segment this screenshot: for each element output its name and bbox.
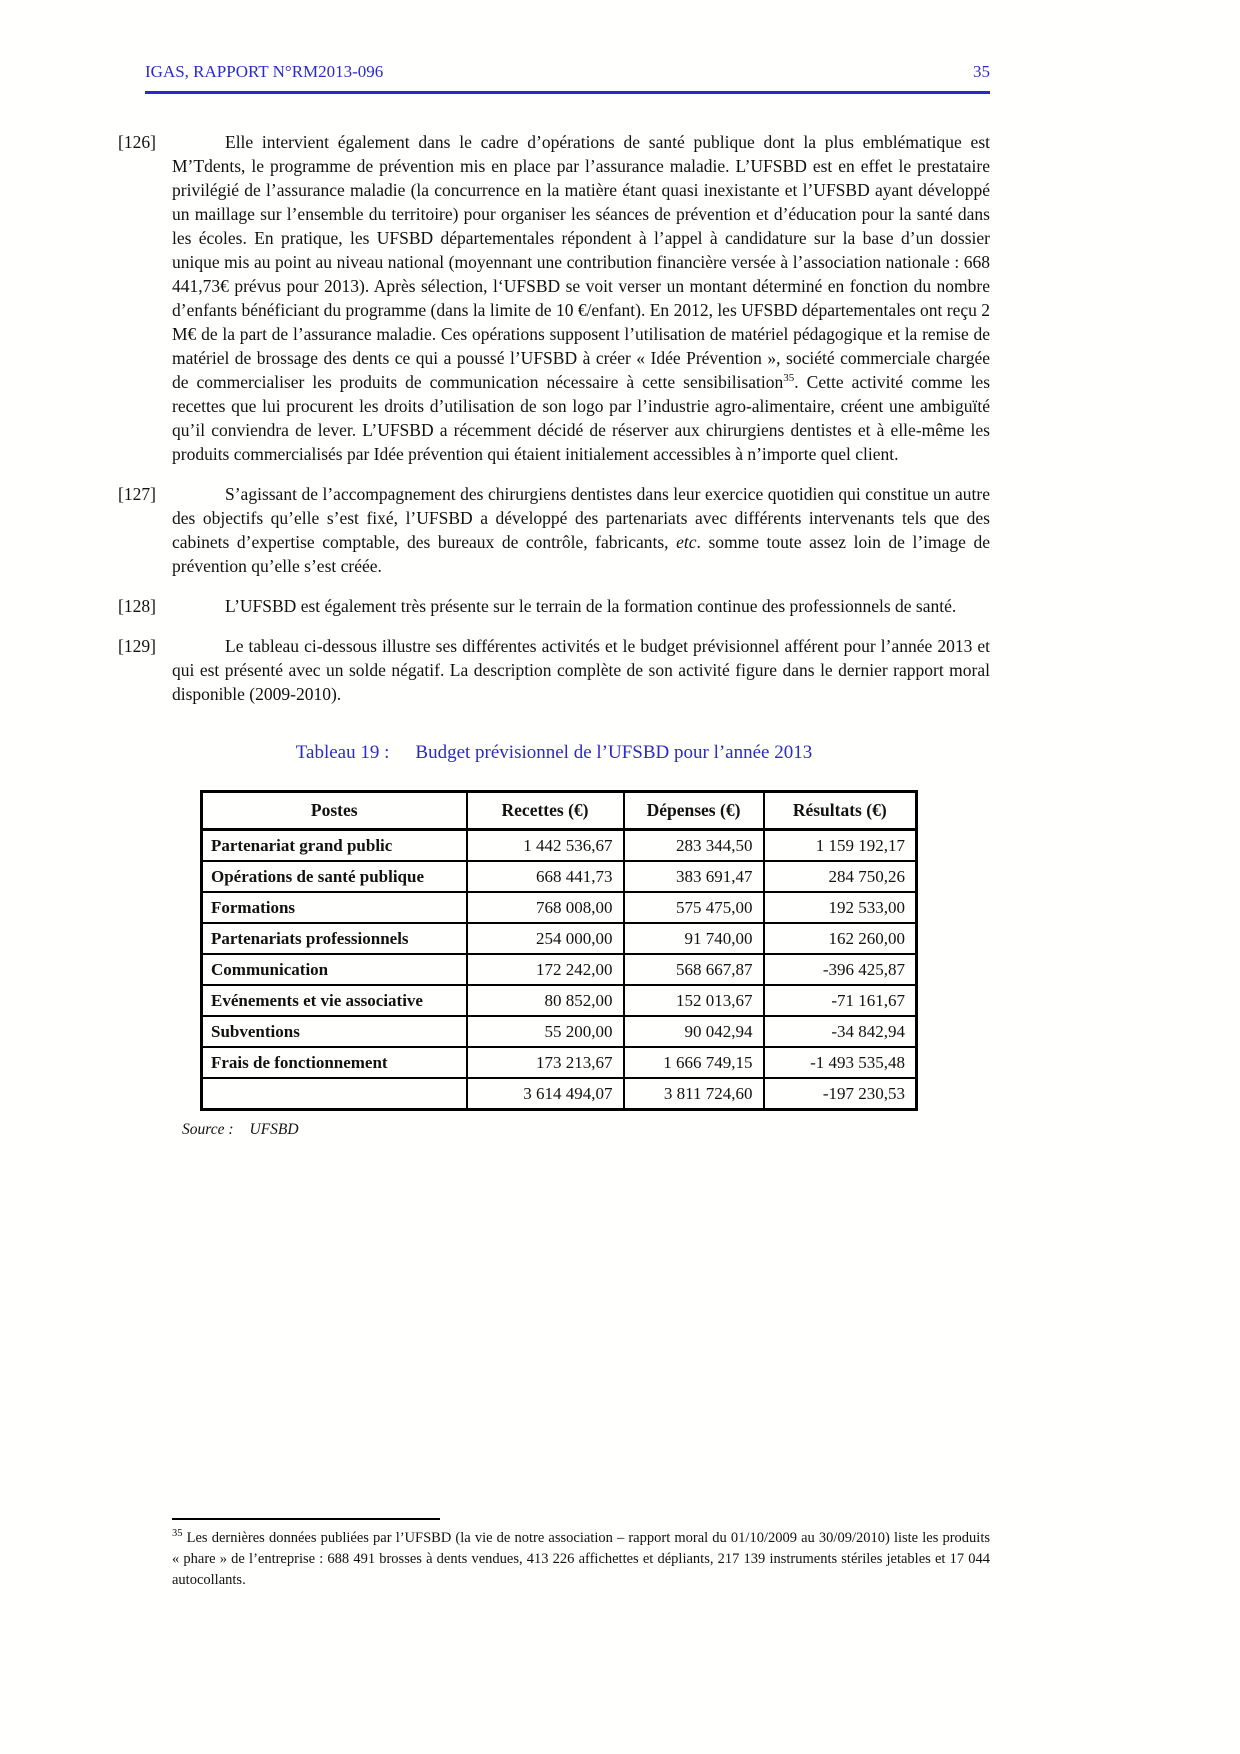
row-value-cell: 383 691,47	[624, 861, 764, 892]
footnote-text	[172, 1528, 990, 1591]
row-value-cell: 192 533,00	[764, 892, 917, 923]
footnote-text-run: Les dernières données publiées par l’UFSBD (la vie de notre association – rapport moral du 01/10/2009 au 30/09/2010) liste les produits « phare » de l’entreprise : 688 491 brosses à dents vendues, 413 226 affichettes et dépliants, 217 139 instruments stériles jetables et 17 044 autocollants.	[172, 1530, 990, 1588]
table-row	[202, 1078, 917, 1110]
table-caption-title: Budget prévisionnel de l’UFSBD pour l’année 2013	[415, 742, 813, 763]
paragraph-text-run: . Cette activité comme les recettes que lui procurent les droits d’utilisation de son logo par l’industrie agro-alimentaire, créent une ambiguïté qu’il conviendra de lever. L’UFSBD a récemment décidé de réserver aux chirurgiens dentistes et à elle-même les produits commercialisés par Idée prévention qui étaient initialement accessibles à n’importe quel client.	[172, 372, 991, 464]
paragraph-text: L’UFSBD est également très présente sur le terrain de la formation continue des professionnels de santé.	[225, 596, 957, 616]
row-label-cell: Partenariats professionnels	[202, 923, 467, 954]
paragraph-127	[118, 482, 990, 578]
row-value-cell: 1 442 536,67	[467, 830, 624, 862]
paragraph-text-run: Elle intervient également dans le cadre d’opérations de santé publique dont la plus emblématique est M’Tdents, le programme de prévention mis en place par l’assurance maladie. L’UFSBD est en effet le prestataire privilégié de l’assurance maladie (la concurrence en la matière étant quasi inexistante et l’UFSBD ayant développé un maillage sur l’ensemble du territoire) pour organiser les séances de prévention et d’éducation pour la santé dans les écoles. En pratique, les UFSBD départementales répondent à l’appel à candidature sur la base d’un dossier unique mis au point au niveau national (moyennant une contribution financière versée à l’association nationale : 668 441,73€ prévus pour 2013). Après sélection, l‘UFSBD se voit verser un montant déterminé en fonction du nombre d’enfants bénéficiant du programme (dans la limite de 10 €/enfant). En 2012, les UFSBD départementales ont reçu 2 M€ de la part de l’assurance maladie. Ces opérations supposent l’utilisation de matériel pédagogique et la remise de matériel de brossage des dents ce qui a poussé l’UFSBD à créer « Idée Prévention », société commerciale chargée de commercialiser les produits de communication nécessaire à cette sensibilisation	[172, 132, 990, 392]
paragraph-129	[118, 634, 990, 706]
row-value-cell: 283 344,50	[624, 830, 764, 862]
paragraph-italic-run: etc	[676, 532, 697, 552]
budget-table-wrap	[200, 790, 990, 1111]
row-label-cell: Subventions	[202, 1016, 467, 1047]
row-value-cell: -396 425,87	[764, 954, 917, 985]
row-label-cell: Evénements et vie associative	[202, 985, 467, 1016]
row-value-cell: -34 842,94	[764, 1016, 917, 1047]
footnote-divider	[172, 1518, 440, 1520]
paragraph-text-run: S’agissant de l’accompagnement des chirurgiens dentistes dans leur exercice quotidien qui constitue un autre des objectifs qu’elle s’est fixé, l’UFSBD a développé des partenariats avec différents intervenants tels que des cabinets d’expertise comptable, des bureaux de contrôle, fabricants,	[172, 484, 990, 552]
table-row	[202, 861, 917, 892]
row-value-cell: 668 441,73	[467, 861, 624, 892]
row-label-cell: Frais de fonctionnement	[202, 1047, 467, 1078]
table-row	[202, 830, 917, 862]
table-header-cell: Résultats (€)	[764, 792, 917, 830]
budget-table	[200, 790, 918, 1111]
row-value-cell: 80 852,00	[467, 985, 624, 1016]
row-value-cell: 3 811 724,60	[624, 1078, 764, 1110]
row-value-cell: 55 200,00	[467, 1016, 624, 1047]
row-value-cell: 91 740,00	[624, 923, 764, 954]
row-label-cell: Opérations de santé publique	[202, 861, 467, 892]
row-value-cell: 768 008,00	[467, 892, 624, 923]
body-text	[118, 130, 990, 1139]
source-label: Source :	[182, 1121, 234, 1138]
row-value-cell: 568 667,87	[624, 954, 764, 985]
row-value-cell: 152 013,67	[624, 985, 764, 1016]
table-header-cell: Dépenses (€)	[624, 792, 764, 830]
paragraph-number: [128]	[118, 596, 156, 616]
table-caption-label: Tableau 19 :	[295, 742, 390, 763]
footnote-block	[172, 1518, 990, 1591]
paragraph-text: Le tableau ci-dessous illustre ses différentes activités et le budget prévisionnel afférent pour l’année 2013 et qui est présenté avec un solde négatif. La description complète de son activité figure dans le dernier rapport moral disponible (2009-2010).	[172, 636, 990, 704]
row-value-cell: 1 666 749,15	[624, 1047, 764, 1078]
row-label-cell: Partenariat grand public	[202, 830, 467, 862]
table-row	[202, 954, 917, 985]
row-label-cell	[202, 1078, 467, 1110]
row-value-cell: -71 161,67	[764, 985, 917, 1016]
table-header-cell: Recettes (€)	[467, 792, 624, 830]
source-value: UFSBD	[249, 1121, 299, 1138]
row-value-cell: 90 042,94	[624, 1016, 764, 1047]
row-value-cell: -197 230,53	[764, 1078, 917, 1110]
paragraph-text	[172, 482, 990, 578]
row-value-cell: 284 750,26	[764, 861, 917, 892]
row-value-cell: 172 242,00	[467, 954, 624, 985]
row-label-cell: Formations	[202, 892, 467, 923]
row-value-cell: 3 614 494,07	[467, 1078, 624, 1110]
row-value-cell: -1 493 535,48	[764, 1047, 917, 1078]
source-line	[182, 1121, 990, 1139]
paragraph-128	[118, 594, 990, 618]
report-title: IGAS, RAPPORT N°RM2013-096	[145, 62, 384, 81]
row-value-cell: 575 475,00	[624, 892, 764, 923]
table-caption	[118, 742, 990, 764]
paragraph-text-run: . somme toute assez loin de l’image de prévention qu’elle s’est créée.	[172, 532, 990, 576]
budget-table-body	[202, 830, 917, 1110]
paragraph-number: [129]	[118, 636, 156, 656]
paragraph-number: [126]	[118, 132, 156, 152]
table-row	[202, 923, 917, 954]
paragraph-number: [127]	[118, 484, 156, 504]
table-header-row	[202, 792, 917, 830]
page-number: 35	[973, 62, 990, 81]
footnote-number: 35	[172, 1528, 183, 1540]
row-label-cell: Communication	[202, 954, 467, 985]
row-value-cell: 1 159 192,17	[764, 830, 917, 862]
table-row	[202, 1047, 917, 1078]
footnote-ref-35: 35	[783, 372, 795, 385]
row-value-cell: 162 260,00	[764, 923, 917, 954]
table-header-cell: Postes	[202, 792, 467, 830]
paragraph-126	[118, 130, 990, 466]
table-row	[202, 985, 917, 1016]
page-header	[145, 62, 990, 94]
paragraph-text	[172, 130, 990, 466]
table-row	[202, 1016, 917, 1047]
table-row	[202, 892, 917, 923]
row-value-cell: 254 000,00	[467, 923, 624, 954]
row-value-cell: 173 213,67	[467, 1047, 624, 1078]
